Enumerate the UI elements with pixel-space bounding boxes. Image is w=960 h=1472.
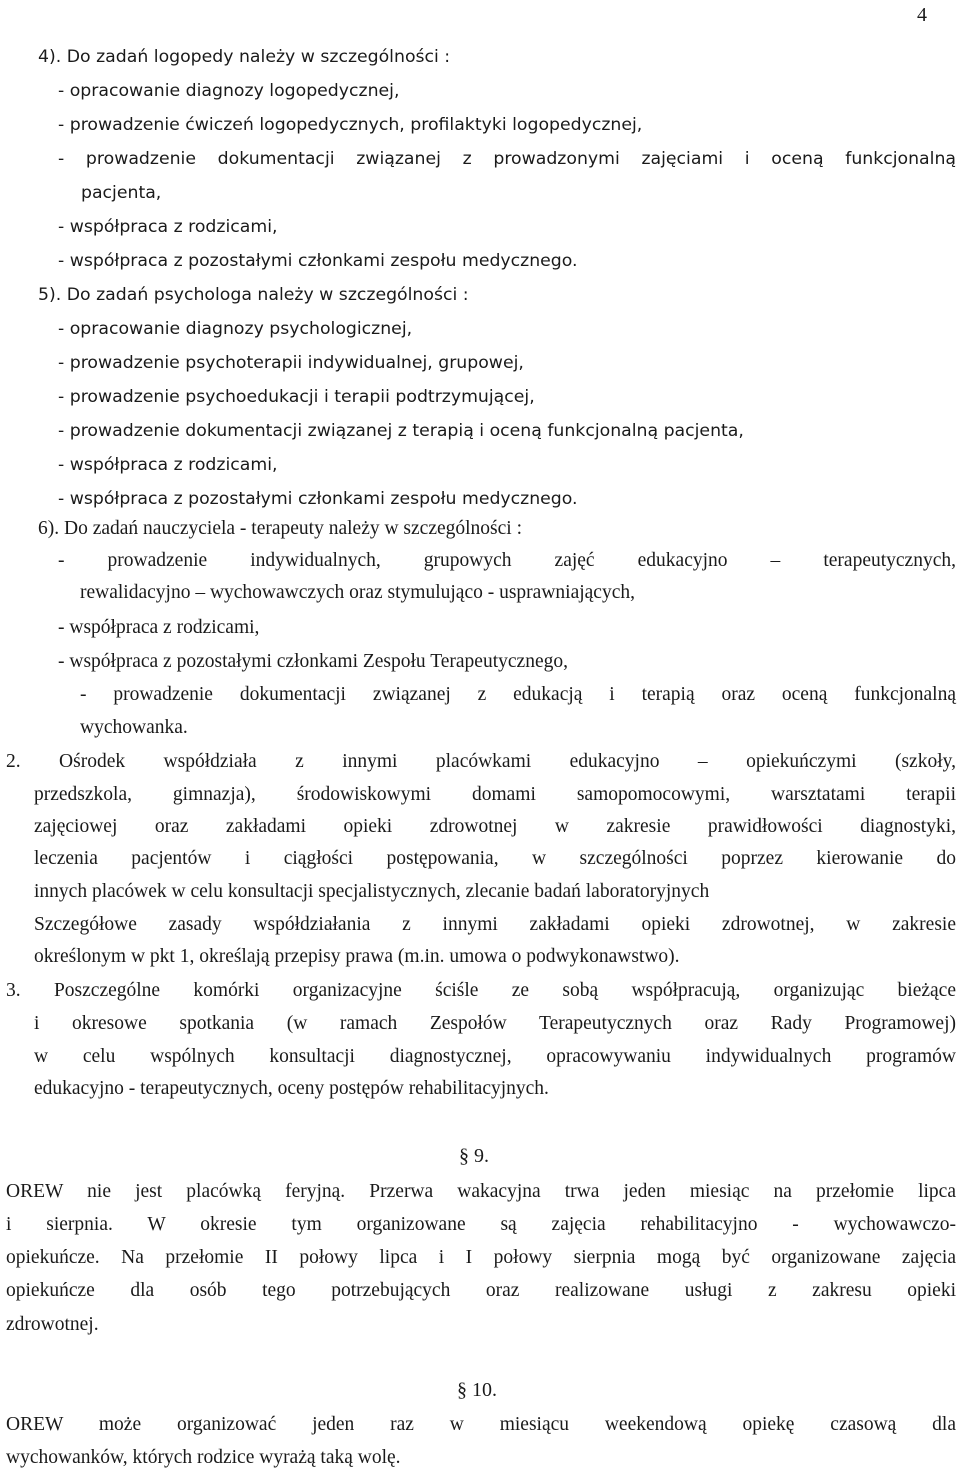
list-item: - prowadzenie psychoterapii indywidualnej, grupowej,	[58, 353, 524, 373]
list-item: - opracowanie diagnozy psychologicznej,	[58, 319, 413, 339]
item-4-heading: 4). Do zadań logopedy należy w szczególności :	[38, 47, 451, 67]
paragraph-2-line: określonym w pkt 1, określają przepisy prawa (m.in. umowa o podwykonawstwo).	[34, 946, 680, 967]
paragraph-2-line: Szczegółowe zasady współdziałania z innymi zakładami opieki zdrowotnej, w zakresie	[34, 914, 956, 935]
paragraph-3-line: w celu wspólnych konsultacji diagnostycznej, opracowywaniu indywidualnych programów	[34, 1046, 956, 1067]
list-item-continuation: wychowanka.	[80, 717, 188, 738]
item-6-heading: 6). Do zadań nauczyciela - terapeuty należy w szczególności :	[38, 518, 523, 539]
list-item: - współpraca z rodzicami,	[58, 217, 278, 237]
list-item: - opracowanie diagnozy logopedycznej,	[58, 81, 400, 101]
section-9-line: OREW nie jest placówką feryjną. Przerwa wakacyjna trwa jeden miesiąc na przełomie lipca	[6, 1181, 956, 1202]
list-item-continuation: pacjenta,	[81, 183, 162, 203]
list-item-continuation: rewalidacyjno – wychowawczych oraz stymulująco - usprawniających,	[80, 582, 635, 603]
paragraph-2-line: zajęciowej oraz zakładami opieki zdrowotnej w zakresie prawidłowości diagnostyki,	[34, 816, 956, 837]
page-number: 4	[917, 4, 927, 26]
section-9-line: opiekuńcze dla osób tego potrzebujących oraz realizowane usługi z zakresu opieki	[6, 1280, 956, 1301]
section-10-heading: § 10.	[457, 1379, 497, 1401]
list-item: - prowadzenie dokumentacji związanej z edukacją i terapią oraz oceną funkcjonalną	[80, 684, 956, 705]
section-9-line: opiekuńcze. Na przełomie II połowy lipca i I połowy sierpnia mogą być organizowane zajęcia	[6, 1247, 956, 1268]
list-item: - prowadzenie dokumentacji związanej z terapią i oceną funkcjonalną pacjenta,	[58, 421, 744, 441]
list-item: - współpraca z rodzicami,	[58, 617, 260, 638]
section-9-line: i sierpnia. W okresie tym organizowane są zajęcia rehabilitacyjno - wychowawczo-	[6, 1214, 956, 1235]
paragraph-2-line: leczenia pacjentów i ciągłości postępowania, w szczególności poprzez kierowanie do	[34, 848, 956, 869]
paragraph-3-line: 3. Poszczególne komórki organizacyjne ściśle ze sobą współpracują, organizując bieżące	[6, 980, 956, 1001]
paragraph-3-line: edukacyjno - terapeutycznych, oceny postępów rehabilitacyjnych.	[34, 1078, 549, 1099]
list-item: - prowadzenie indywidualnych, grupowych zajęć edukacyjno – terapeutycznych,	[58, 550, 956, 571]
list-item: - współpraca z pozostałymi członkami Zespołu Terapeutycznego,	[58, 651, 568, 672]
item-5-heading: 5). Do zadań psychologa należy w szczególności :	[38, 285, 469, 305]
section-10-line: OREW może organizować jeden raz w miesiącu weekendową opiekę czasową dla	[6, 1414, 956, 1435]
paragraph-2-line: 2. Ośrodek współdziała z innymi placówkami edukacyjno – opiekuńczymi (szkoły,	[6, 751, 956, 772]
section-10-line: wychowanków, których rodzice wyrażą taką wolę.	[6, 1447, 401, 1468]
list-item: - prowadzenie psychoedukacji i terapii podtrzymującej,	[58, 387, 535, 407]
list-item: - prowadzenie dokumentacji związanej z prowadzonymi zajęciami i oceną funkcjonalną	[58, 149, 956, 169]
list-item: - współpraca z pozostałymi członkami zespołu medycznego.	[58, 251, 578, 271]
paragraph-2-line: innych placówek w celu konsultacji specjalistycznych, zlecanie badań laboratoryjnych	[34, 881, 710, 902]
paragraph-2-line: przedszkola, gimnazja), środowiskowymi domami samopomocowymi, warsztatami terapii	[34, 784, 956, 805]
section-9-line: zdrowotnej.	[6, 1314, 99, 1335]
section-9-heading: § 9.	[459, 1145, 489, 1167]
list-item: - współpraca z rodzicami,	[58, 455, 278, 475]
paragraph-3-line: i okresowe spotkania (w ramach Zespołów Terapeutycznych oraz Rady Programowej)	[34, 1013, 956, 1034]
list-item: - współpraca z pozostałymi członkami zespołu medycznego.	[58, 489, 578, 509]
list-item: - prowadzenie ćwiczeń logopedycznych, profilaktyki logopedycznej,	[58, 115, 643, 135]
